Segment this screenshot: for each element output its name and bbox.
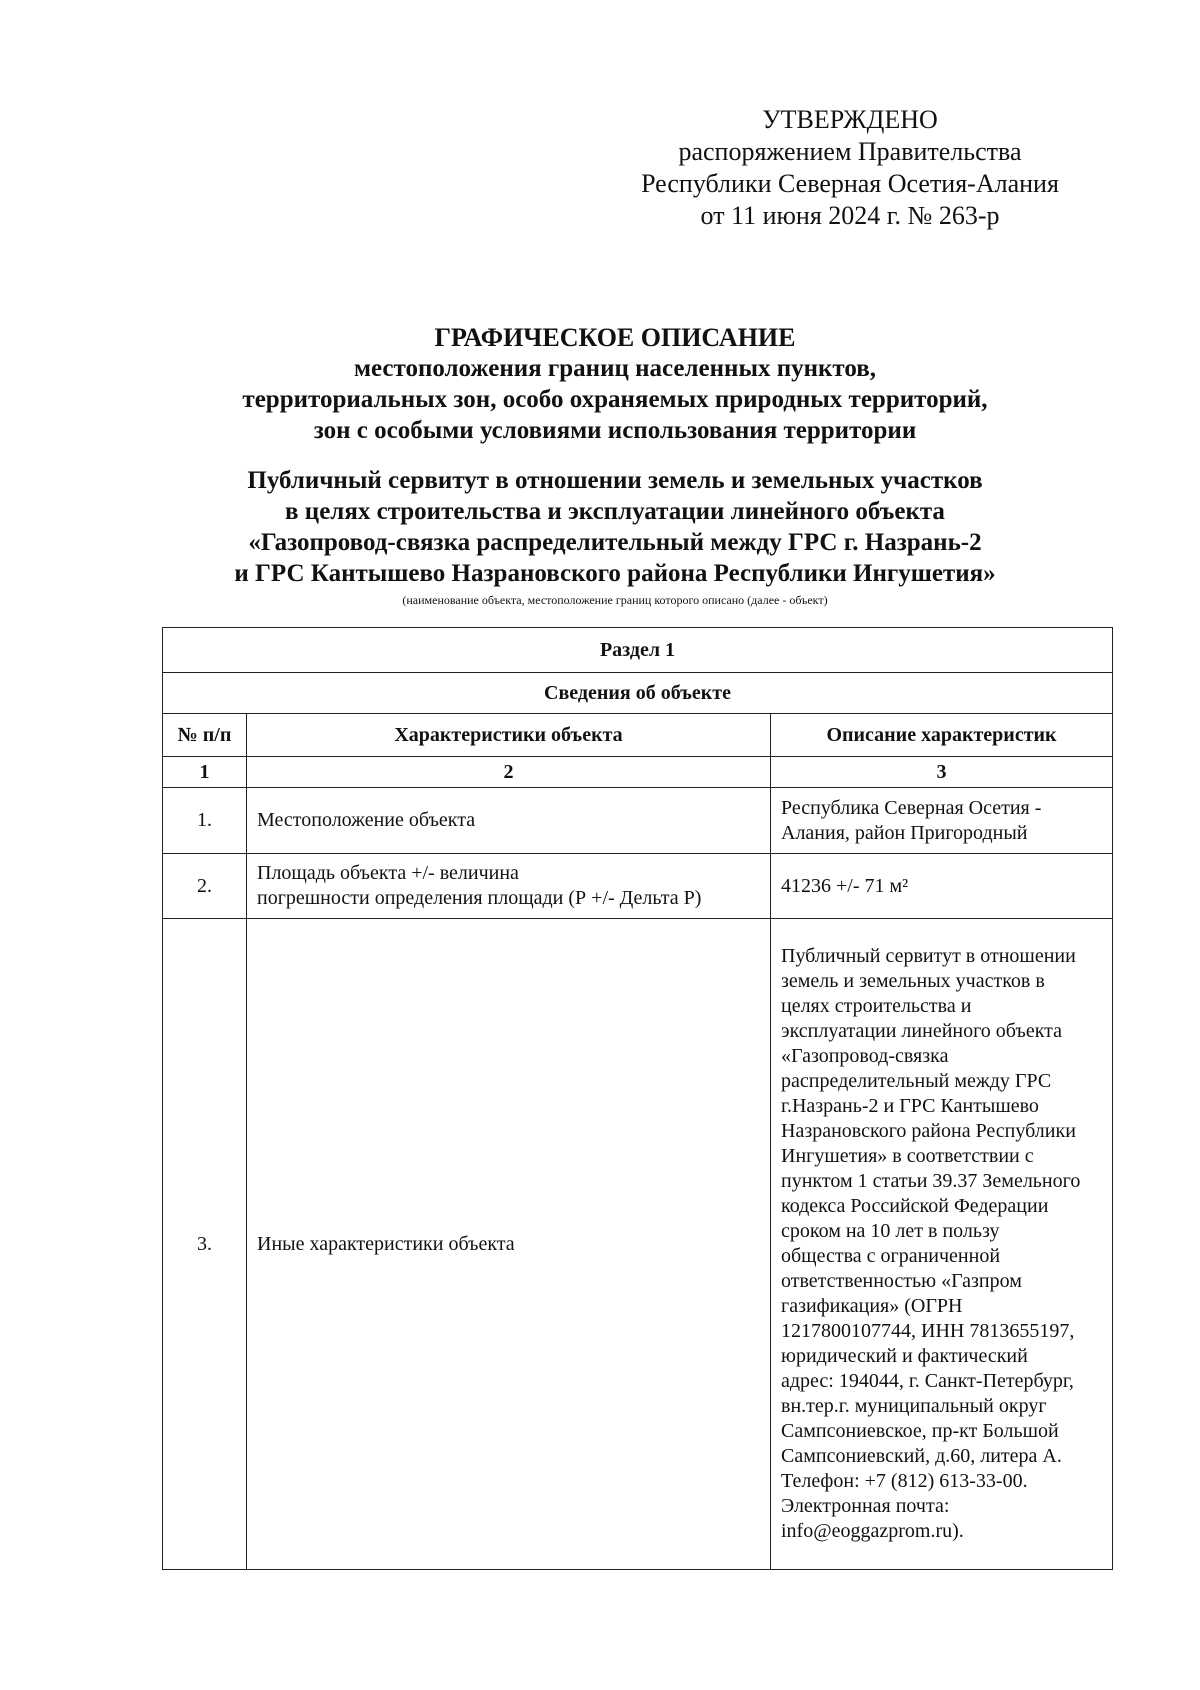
description-line: Республика Северная Осетия - [781, 796, 1042, 819]
description-line: юридический и фактический [781, 1345, 1028, 1367]
object-name-caption: (наименование объекта, местоположение границ которого описано (далее - объект) [402, 593, 828, 607]
object-name-line: Публичный сервитут в отношении земель и земельных участков [247, 467, 983, 494]
approval-date-number: от 11 июня 2024 г. № 263-р [700, 201, 1000, 230]
title-main: ГРАФИЧЕСКОЕ ОПИСАНИЕ [434, 323, 796, 352]
object-info-table [162, 627, 1113, 1570]
column-header-characteristic: Характеристики объекта [247, 714, 771, 757]
description-line: общества с ограниченной [781, 1245, 1001, 1267]
object-name-line: «Газопровод-связка распределительный между ГРС г. Назрань-2 [248, 529, 982, 556]
row-number: 2. [163, 854, 247, 919]
description-line: Публичный сервитут в отношении [781, 945, 1076, 967]
column-number-row [163, 757, 1113, 788]
description-line: ответственностью «Газпром [781, 1270, 1022, 1292]
row-number: 1. [163, 788, 247, 854]
approval-authority: распоряжением Правительства [678, 137, 1022, 166]
description-line: info@eoggazprom.ru). [781, 1520, 964, 1542]
description-line: эксплуатации линейного объекта [781, 1020, 1063, 1042]
description-line: распределительный между ГРС [781, 1070, 1052, 1092]
description-line: Телефон: +7 (812) 613-33-00. [781, 1470, 1028, 1492]
description-line: «Газопровод-связка [781, 1045, 949, 1067]
title-subtitle-line: зон с особыми условиями использования территории [313, 417, 917, 444]
title-subtitle-line: местоположения границ населенных пунктов, [353, 355, 877, 382]
table-row [163, 788, 1113, 854]
description-line: г.Назрань-2 и ГРС Кантышево [781, 1095, 1039, 1117]
description-line: Сампсониевский, д.60, литера А. [781, 1445, 1062, 1467]
characteristic-line: погрешности определения площади (Р +/- Дельта Р) [257, 887, 702, 909]
section-subtitle-row [163, 673, 1113, 714]
object-name-line: в целях строительства и эксплуатации линейного объекта [285, 498, 945, 525]
column-header-number: № п/п [163, 714, 247, 757]
object-name [120, 465, 1110, 609]
object-name-line: и ГРС Кантышево Назрановского района Республики Ингушетия» [234, 560, 996, 587]
row-description [771, 919, 1113, 1570]
row-characteristic [247, 854, 771, 919]
description-line: Алания, район Пригородный [781, 821, 1028, 844]
description-line: адрес: 194044, г. Санкт-Петербург, [781, 1370, 1074, 1392]
approval-republic: Республики Северная Осетия-Алания [641, 169, 1059, 198]
column-number: 1 [163, 757, 247, 788]
description-line: Назрановского района Республики [781, 1120, 1076, 1142]
approval-stamp [600, 104, 1100, 232]
description-line: вн.тер.г. муниципальный округ [781, 1395, 1047, 1417]
section-title: Раздел 1 [163, 628, 1113, 673]
description-line: кодекса Российской Федерации [781, 1195, 1049, 1217]
description-line: земель и земельных участков в [781, 970, 1045, 992]
table-row [163, 919, 1113, 1570]
title-subtitle-line: территориальных зон, особо охраняемых природных территорий, [242, 386, 988, 413]
description-line: сроком на 10 лет в пользу [781, 1220, 1000, 1242]
description-line: целях строительства и [781, 995, 972, 1017]
column-header-row [163, 714, 1113, 757]
row-characteristic: Местоположение объекта [247, 788, 771, 854]
description-line: пунктом 1 статьи 39.37 Земельного [781, 1170, 1081, 1192]
section-header-row [163, 628, 1113, 673]
approval-heading: УТВЕРЖДЕНО [762, 105, 938, 134]
description-line: Ингушетия» в соответствии с [781, 1145, 1034, 1167]
row-number: 3. [163, 919, 247, 1570]
description-line: газификация» (ОГРН [781, 1295, 963, 1317]
document-title [120, 322, 1110, 446]
description-line: Сампсониевское, пр-кт Большой [781, 1420, 1059, 1442]
row-description [771, 788, 1113, 854]
column-number: 3 [771, 757, 1113, 788]
table-row [163, 854, 1113, 919]
column-number: 2 [247, 757, 771, 788]
description-line: 1217800107744, ИНН 7813655197, [781, 1320, 1075, 1342]
row-description: 41236 +/- 71 м² [771, 854, 1113, 919]
characteristic-line: Площадь объекта +/- величина [257, 862, 519, 884]
section-subtitle: Сведения об объекте [163, 673, 1113, 714]
description-line: Электронная почта: [781, 1495, 950, 1517]
row-characteristic: Иные характеристики объекта [247, 919, 771, 1570]
column-header-description: Описание характеристик [771, 714, 1113, 757]
